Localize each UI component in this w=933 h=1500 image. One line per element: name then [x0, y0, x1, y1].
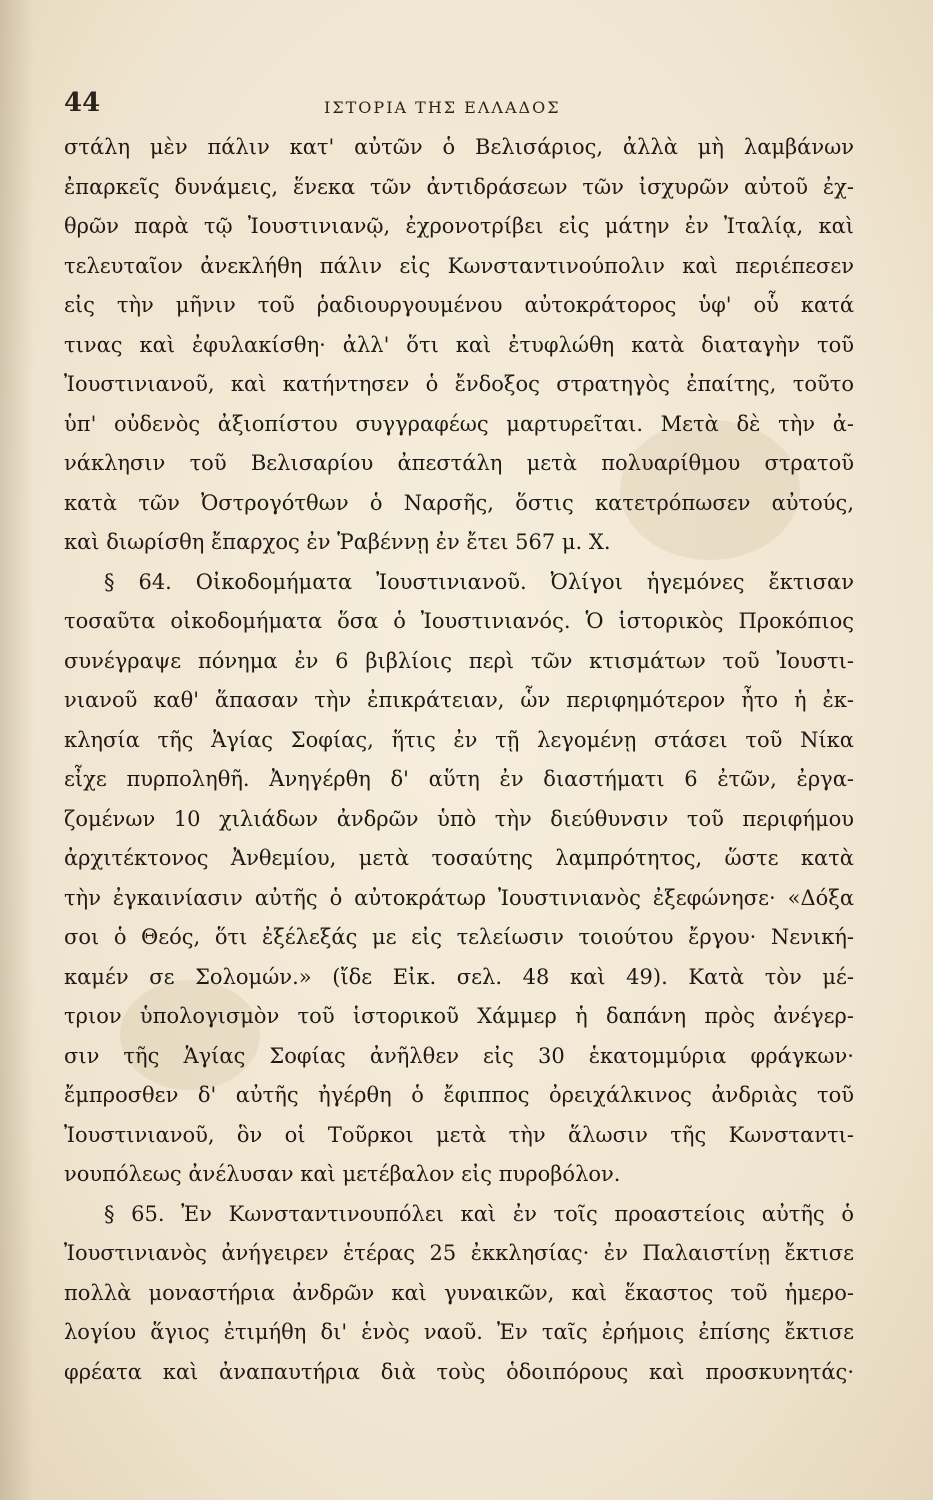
text-line: κλησία τῆς Ἁγίας Σοφίας, ἥτις ἐν τῇ λεγομένῃ στάσει τοῦ Νίκα [64, 727, 854, 752]
text-line: σιν τῆς Ἁγίας Σοφίας ἀνῆλθεν εἰς 30 ἑκατομμύρια φράγκων· [64, 1043, 854, 1068]
text-line: Ἰουστινιανοῦ, καὶ κατήντησεν ὁ ἔνδοξος στρατηγὸς ἐπαίτης, τοῦτο [64, 372, 854, 396]
header-title: ΙΣΤΟΡΙΑ ΤΗΣ ΕΛΛΑΔΟΣ [324, 98, 561, 117]
section-heading-line: § 65. Ἐν Κωνσταντινουπόλει καὶ ἐν τοῖς προαστείοις αὐτῆς ὁ [104, 1201, 854, 1226]
text-line: εἶχε πυρποληθῆ. Ἀνηγέρθη δ' αὕτη ἐν διαστήματι 6 ἐτῶν, ἐργα- [64, 767, 854, 791]
text-line: νουπόλεως ἀνέλυσαν καὶ μετέβαλον εἰς πυροβόλον. [64, 1162, 621, 1186]
text-line: τελευταῖον ἀνεκλήθη πάλιν εἰς Κωνσταντινούπολιν καὶ περιέπεσεν [64, 253, 854, 278]
text-line: τοσαῦτα οἰκοδομήματα ὅσα ὁ Ἰουστινιανός. Ὁ ἱστορικὸς Προκόπιος [64, 609, 854, 633]
text-line: τινας καὶ ἐφυλακίσθη· ἀλλ' ὅτι καὶ ἐτυφλώθη κατὰ διαταγὴν τοῦ [64, 332, 854, 357]
text-line: καμέν σε Σολομών.» (ἴδε Εἰκ. σελ. 48 καὶ 49). Κατὰ τὸν μέ- [64, 964, 854, 989]
running-head [64, 88, 854, 128]
text-line: καὶ διωρίσθη ἔπαρχος ἐν Ῥαβέννῃ ἐν ἔτει 567 μ. Χ. [64, 530, 611, 554]
text-line: τριον ὑπολογισμὸν τοῦ ἱστορικοῦ Χάμμερ ἡ δαπάνη πρὸς ἀνέγερ- [64, 1004, 854, 1028]
text-line: κατὰ τῶν Ὀστρογότθων ὁ Ναρσῆς, ὅστις κατετρόπωσεν αὐτούς, [64, 490, 854, 515]
text-line: συνέγραψε πόνημα ἐν 6 βιβλίοις περὶ τῶν κτισμάτων τοῦ Ἰουστι- [64, 648, 854, 673]
text-line: φρέατα καὶ ἀναπαυτήρια διὰ τοὺς ὁδοιπόρους καὶ προσκυνητάς· [64, 1359, 854, 1384]
page-number: 44 [64, 88, 101, 118]
section-heading-line: § 64. Οἰκοδομήματα Ἰουστινιανοῦ. Ὀλίγοι ἡγεμόνες ἔκτισαν [104, 569, 854, 594]
text-line: νάκλησιν τοῦ Βελισαρίου ἀπεστάλη μετὰ πολυαρίθμου στρατοῦ [64, 451, 854, 475]
spine-shadow [0, 0, 34, 1500]
text-line: ἐπαρκεῖς δυνάμεις, ἕνεκα τῶν ἀντιδράσεων τῶν ἰσχυρῶν αὐτοῦ ἐχ- [64, 174, 854, 199]
text-line: ἔμπροσθεν δ' αὐτῆς ἠγέρθη ὁ ἔφιππος ὀρειχάλκινος ἀνδριὰς τοῦ [64, 1083, 854, 1107]
text-line: ἀρχιτέκτονος Ἀνθεμίου, μετὰ τοσαύτης λαμπρότητος, ὥστε κατὰ [64, 846, 854, 870]
text-body [64, 128, 854, 1392]
text-line: τὴν ἐγκαινίασιν αὐτῆς ὁ αὐτοκράτωρ Ἰουστινιανὸς ἐξεφώνησε· «Δόξα [64, 885, 854, 910]
text-line: εἰς τὴν μῆνιν τοῦ ῥαδιουργουμένου αὐτοκράτορος ὑφ' οὗ κατά [64, 293, 854, 317]
text-line: λογίου ἅγιος ἐτιμήθη δι' ἑνὸς ναοῦ. Ἐν ταῖς ἐρήμοις ἐπίσης ἔκτισε [64, 1320, 854, 1344]
text-line: πολλὰ μοναστήρια ἀνδρῶν καὶ γυναικῶν, καὶ ἕκαστος τοῦ ἡμερο- [64, 1280, 854, 1305]
text-line: νιανοῦ καθ' ἅπασαν τὴν ἐπικράτειαν, ὧν περιφημότερον ἦτο ἡ ἐκ- [64, 688, 854, 712]
text-line: Ἰουστινιανὸς ἀνήγειρεν ἑτέρας 25 ἐκκλησίας· ἐν Παλαιστίνῃ ἔκτισε [64, 1241, 854, 1265]
text-line: στάλη μὲν πάλιν κατ' αὐτῶν ὁ Βελισάριος, ἀλλὰ μὴ λαμβάνων [64, 135, 854, 159]
text-line: σοι ὁ Θεός, ὅτι ἐξέλεξάς με εἰς τελείωσιν τοιούτου ἔργου· Νενική- [64, 925, 854, 949]
text-line: θρῶν παρὰ τῷ Ἰουστινιανῷ, ἐχρονοτρίβει εἰς μάτην ἐν Ἰταλίᾳ, καὶ [64, 214, 854, 238]
text-line: ὑπ' οὐδενὸς ἀξιοπίστου συγγραφέως μαρτυρεῖται. Μετὰ δὲ τὴν ἀ- [64, 411, 854, 436]
text-line: ζομένων 10 χιλιάδων ἀνδρῶν ὑπὸ τὴν διεύθυνσιν τοῦ περιφήμου [64, 806, 854, 831]
text-line: Ἰουστινιανοῦ, ὃν οἱ Τοῦρκοι μετὰ τὴν ἅλωσιν τῆς Κωνσταντι- [64, 1122, 854, 1147]
